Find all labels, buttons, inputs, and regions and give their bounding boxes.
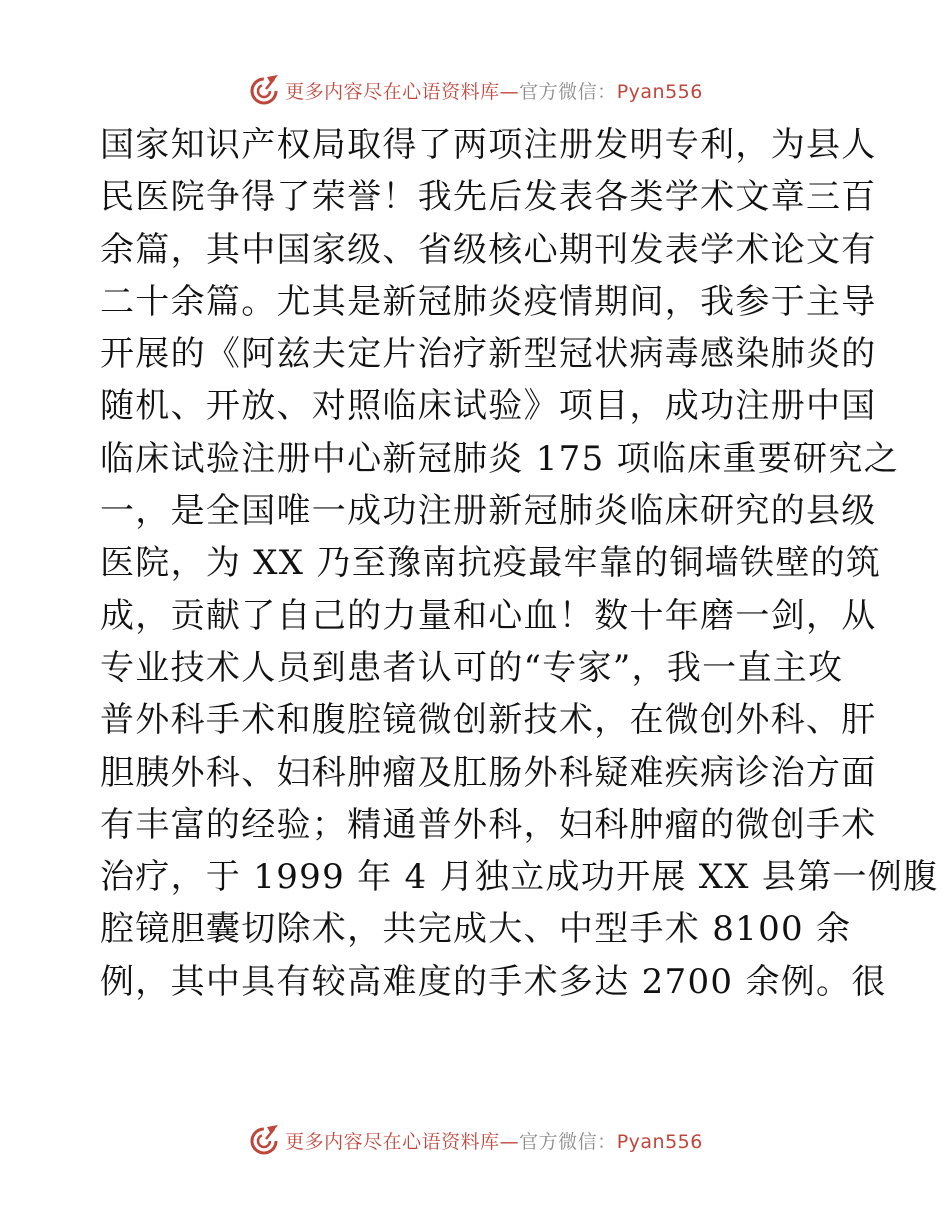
footer-watermark [0, 1120, 950, 1160]
watermark-text [285, 1127, 703, 1154]
watermark-wechat-id: Pyan556 [616, 1130, 703, 1153]
text-line: 有丰富的经验；精通普外科，妇科肿瘤的微创手术 [100, 804, 877, 845]
text-line: 腔镜胆囊切除术，共完成大、中型手术 8100 余 [100, 909, 852, 950]
pen-swirl-logo-icon [247, 73, 281, 107]
header-watermark [0, 70, 950, 110]
watermark-label: 官方微信： [519, 80, 617, 103]
document-body [100, 119, 939, 1008]
text-line: 民医院争得了荣誉！我先后发表各类学术文章三百 [100, 177, 877, 218]
watermark-separator: — [499, 80, 520, 103]
pen-swirl-logo-icon [247, 1123, 281, 1157]
text-line: 普外科手术和腹腔镜微创新技术，在微创外科、肝 [100, 700, 877, 741]
text-line: 治疗，于 1999 年 4 月独立成功开展 XX 县第一例腹 [100, 857, 939, 898]
text-line: 例，其中具有较高难度的手术多达 2700 余例。很 [100, 961, 887, 1002]
text-line: 专业技术人员到患者认可的“专家”，我一直主攻 [100, 647, 844, 688]
text-line: 临床试验注册中心新冠肺炎 175 项临床重要研究之 [100, 438, 900, 479]
watermark-brand: 更多内容尽在心语资料库 [285, 1130, 500, 1153]
text-line: 开展的《阿兹夫定片治疗新型冠状病毒感染肺炎的 [100, 334, 877, 375]
watermark-wechat-id: Pyan556 [616, 80, 703, 103]
text-line: 二十余篇。尤其是新冠肺炎疫情期间，我参于主导 [100, 281, 877, 322]
text-line: 国家知识产权局取得了两项注册发明专利，为县人 [100, 125, 877, 165]
watermark-brand: 更多内容尽在心语资料库 [285, 80, 500, 103]
watermark-label: 官方微信： [519, 1130, 617, 1153]
watermark-text [285, 77, 703, 104]
watermark-separator: — [499, 1130, 520, 1153]
text-line: 余篇，其中国家级、省级核心期刊发表学术论文有 [100, 229, 877, 270]
text-line: 医院，为 XX 乃至豫南抗疫最牢靠的铜墙铁壁的筑 [100, 543, 882, 584]
text-line: 胆胰外科、妇科肿瘤及肛肠外科疑难疾病诊治方面 [100, 752, 877, 793]
text-line: 随机、开放、对照临床试验》项目，成功注册中国 [100, 386, 877, 427]
text-line: 成，贡献了自己的力量和心血！数十年磨一剑，从 [100, 595, 877, 636]
text-line: 一，是全国唯一成功注册新冠肺炎临床研究的县级 [100, 491, 877, 532]
